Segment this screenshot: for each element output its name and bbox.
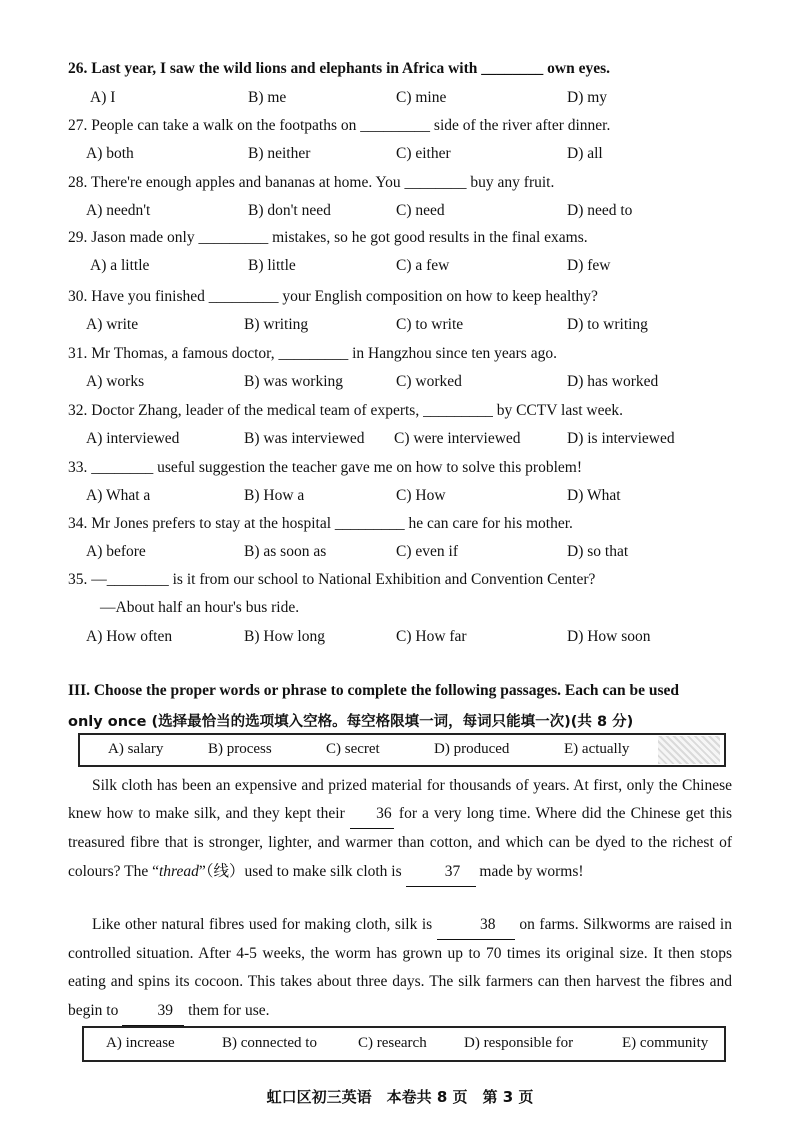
passage-text: on farms. Silkworms are raised in controlled situation. After 4-5 weeks, the worm has grown up to 70 times its original size. It then stops eating and spins its cocoon. This takes about three days. The silk farmers can then harvest the fibres and begin to [68, 916, 732, 1019]
option-b: B) little [248, 257, 296, 274]
option-d: D) my [567, 89, 608, 106]
passage-text: made by worms! [475, 862, 584, 880]
option-c: C) to write [396, 316, 464, 333]
answer-blank: _________ [208, 288, 279, 305]
blank-37: 37 [406, 858, 476, 887]
option-c: C) How far [396, 628, 467, 645]
question-text: 27. People can take a walk on the footpaths on [68, 117, 361, 134]
paragraph-1 [68, 772, 732, 887]
question-text: by CCTV last week. [492, 402, 623, 419]
answer-blank: ________ [481, 60, 544, 77]
option-b: B) How a [244, 487, 305, 504]
question-26 [68, 60, 610, 78]
passage-text: ”（线）used to make silk cloth is [198, 862, 406, 880]
option-c: C) worked [396, 373, 462, 390]
option-d: D) What [567, 487, 621, 504]
option-d: D) all [567, 145, 603, 162]
passage-text: Silk cloth has been an expensive and prized material for thousands of years. At first, only the Chinese knew how to make silk, and they kept their [68, 777, 732, 823]
option-c: C) even if [396, 543, 458, 560]
option-d: D) to writing [567, 316, 648, 333]
page-footer: 虹口区初三英语 本卷共 8 页 第 3 页 [266, 1088, 534, 1106]
blank-39: 39 [122, 997, 184, 1026]
option-b: B) as soon as [244, 543, 327, 560]
question-text: 33. [68, 459, 92, 476]
option-b: B) don't need [248, 202, 331, 219]
word-option: E) community [622, 1035, 709, 1051]
answer-blank: _________ [334, 515, 405, 532]
option-a: A) a little [90, 257, 150, 274]
question-text: he can care for his mother. [404, 515, 573, 532]
option-a: A) write [86, 316, 139, 333]
print-smudge [658, 736, 720, 764]
question-text: 26. Last year, I saw the wild lions and elephants in Africa with [68, 60, 482, 77]
option-b: B) was working [244, 373, 344, 390]
question-30 [68, 288, 598, 306]
passage [68, 772, 732, 887]
passage-text: for a very long time. Where did the Chinese get this treasured fibre that is stronger, lighter, and warmer than cotton, and which can be dyed to the richest of colours? The “ [68, 805, 732, 880]
word-box-2 [82, 1026, 726, 1062]
answer-blank: _________ [360, 117, 431, 134]
answer-blank: _________ [423, 402, 493, 419]
passage-2 [68, 911, 732, 1026]
word-option: A) salary [108, 741, 164, 757]
question-32 [68, 402, 623, 420]
question-text: 31. Mr Thomas, a famous doctor, [68, 345, 279, 362]
section-heading: III. Choose the proper words or phrase to complete the following passages. Each can be used [68, 682, 679, 699]
question-text: 35. — [68, 571, 107, 588]
option-a: A) How often [86, 628, 173, 645]
option-c: C) need [396, 202, 445, 219]
word-option: D) responsible for [464, 1035, 574, 1051]
question-text: buy any fruit. [466, 174, 555, 191]
question-text: side of the river after dinner. [430, 117, 611, 134]
answer-blank: ________ [404, 174, 467, 191]
blank-36: 36 [350, 800, 394, 829]
question-text: 34. Mr Jones prefers to stay at the hospital [68, 515, 335, 532]
option-c: C) How [396, 487, 446, 504]
option-c: C) were interviewed [394, 430, 521, 447]
option-a: A) needn't [86, 202, 151, 219]
option-c: C) either [396, 145, 451, 162]
question-29 [68, 229, 588, 247]
section-instruction: only once (选择最恰当的选项填入空格。每空格限填一词，每词只能填一次)(共 8 分) [68, 714, 634, 730]
question-text: in Hangzhou since ten years ago. [348, 345, 557, 362]
option-b: B) How long [244, 628, 325, 645]
question-34 [68, 515, 573, 533]
option-a: A) works [86, 373, 145, 390]
passage-text: them for use. [184, 1001, 270, 1019]
option-c: C) a few [396, 257, 450, 274]
question-35 [68, 571, 595, 589]
question-33 [68, 459, 582, 477]
option-d: D) so that [567, 543, 629, 560]
option-a: A) before [86, 543, 146, 560]
question-28 [68, 174, 554, 192]
question-text: 28. There're enough apples and bananas at home. You [68, 174, 405, 191]
option-a: A) What a [86, 487, 151, 504]
question-text: own eyes. [543, 60, 610, 77]
option-a: A) both [86, 145, 134, 162]
option-d: D) has worked [567, 373, 659, 390]
option-a: A) interviewed [86, 430, 180, 447]
question-text: is it from our school to National Exhibition and Convention Center? [168, 571, 596, 588]
word-option: C) secret [326, 741, 380, 757]
option-c: C) mine [396, 89, 447, 106]
answer-blank: _________ [198, 229, 269, 246]
option-b: B) was interviewed [244, 430, 365, 447]
blank-38: 38 [437, 911, 515, 940]
question-text: 29. Jason made only [68, 229, 199, 246]
question-text: 32. Doctor Zhang, leader of the medical team of experts, [68, 402, 424, 419]
option-d: D) How soon [567, 628, 651, 645]
question-35-response: —About half an hour's bus ride. [100, 599, 300, 616]
option-d: D) need to [567, 202, 633, 219]
option-b: B) neither [248, 145, 311, 162]
word-option: B) process [208, 741, 272, 757]
italic-word: thread [158, 862, 199, 880]
answer-blank: _________ [278, 345, 349, 362]
option-b: B) writing [244, 316, 309, 333]
word-option: B) connected to [222, 1035, 317, 1051]
word-option: D) produced [434, 741, 510, 757]
answer-blank: ________ [91, 459, 154, 476]
question-text: useful suggestion the teacher gave me on how to solve this problem! [153, 459, 582, 476]
option-a: A) I [90, 89, 116, 106]
option-b: B) me [248, 89, 287, 106]
question-text: your English composition on how to keep healthy? [278, 288, 598, 305]
option-d: D) is interviewed [567, 430, 675, 447]
word-box-1 [78, 733, 726, 767]
question-text: mistakes, so he got good results in the final exams. [268, 229, 588, 246]
option-d: D) few [567, 257, 611, 274]
question-text: 30. Have you finished [68, 288, 209, 305]
question-31 [68, 345, 557, 363]
passage-text: Like other natural fibres used for making cloth, silk is [92, 916, 437, 933]
question-27 [68, 117, 610, 135]
paragraph-2 [68, 911, 732, 1026]
word-option: C) research [358, 1035, 427, 1051]
word-option: A) increase [106, 1035, 175, 1051]
answer-blank: ________ [106, 571, 169, 588]
word-option: E) actually [564, 741, 630, 757]
